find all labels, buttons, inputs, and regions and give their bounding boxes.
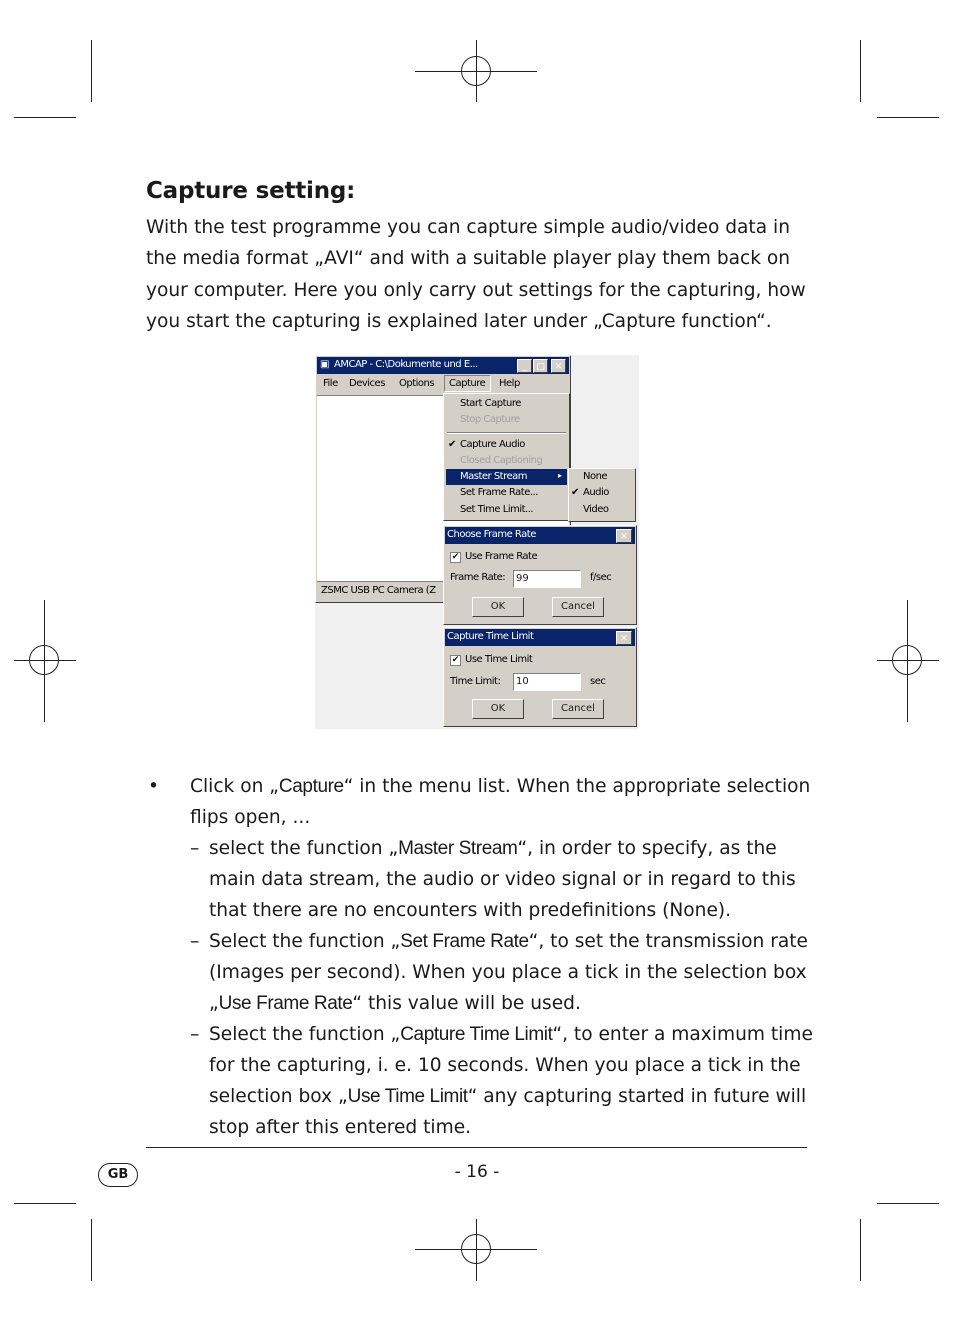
menu-options[interactable]: Options [399,378,435,389]
menu-capture[interactable]: Capture [449,378,486,389]
time-limit-label: Time Limit: [450,676,501,687]
window-title: AMCAP - C:\Dokumente und E... [334,359,478,370]
maximize-button[interactable]: □ [533,359,548,373]
keyword: Master Stream [398,838,518,859]
menu-help[interactable]: Help [499,378,520,389]
submenu-arrow-icon: ▸ [558,471,562,480]
submenu-audio[interactable]: Audio [583,487,609,498]
item-text: Select the function „ [209,1024,401,1045]
list-item [146,771,816,833]
amcap-titlebar [317,357,569,374]
time-limit-titlebar [445,629,635,646]
list-subitem [146,833,816,926]
item-text: select the function „ [209,838,399,859]
crop-mark [91,1219,92,1281]
keyword: Capture Time Limit [400,1024,553,1045]
language-badge: GB [98,1163,138,1187]
submenu-none[interactable]: None [583,471,608,482]
menu-separator [447,432,566,434]
crop-mark [877,117,939,118]
page-number: - 16 - [454,1162,500,1182]
dash-marker: – [190,1024,200,1045]
list-subitem [146,1019,816,1143]
menu-devices[interactable]: Devices [349,378,385,389]
frame-rate-unit: f/sec [590,572,612,583]
use-time-limit-checkbox[interactable]: ✔ [451,655,460,665]
bullet-marker: • [148,776,159,797]
status-text: ZSMC USB PC Camera (Z [321,585,436,596]
submenu-video[interactable]: Video [583,504,609,515]
instruction-list [146,771,816,1143]
menu-start-capture[interactable]: Start Capture [460,398,521,409]
minimize-button[interactable]: _ [517,359,532,373]
menu-capture-audio[interactable]: Capture Audio [460,439,525,450]
registration-mark [461,56,491,86]
menu-set-frame-rate[interactable]: Set Frame Rate... [460,487,538,498]
cancel-button[interactable]: Cancel [552,597,604,617]
dash-marker: – [190,838,200,859]
menu-closed-captioning: Closed Captioning [460,455,543,466]
menu-set-time-limit[interactable]: Set Time Limit... [460,504,534,515]
registration-mark [892,645,922,675]
time-limit-input[interactable]: 10 [513,673,581,691]
crop-mark [860,1219,861,1281]
check-icon: ✔ [448,439,456,450]
registration-mark [29,645,59,675]
ok-button[interactable]: OK [472,699,524,719]
app-icon: ▣ [320,359,329,370]
use-time-limit-label: Use Time Limit [465,654,533,665]
frame-rate-input[interactable]: 99 [513,570,581,588]
intro-paragraph: With the test programme you can capture simple audio/video data in the media format „AVI“ and with a suitable player play them back on your computer. Here you only carry out settings for the capturing, how you start the capturing is explained later under „Capture function“. [146,217,806,332]
item-text: “ any capturing started in future will stop after this entered time. [209,1086,807,1138]
keyword: Use Time Limit [347,1086,468,1107]
cancel-button[interactable]: Cancel [552,699,604,719]
ok-button[interactable]: OK [472,597,524,617]
crop-mark [860,40,861,102]
footer-rule [146,1147,807,1148]
time-limit-unit: sec [590,676,606,687]
use-frame-rate-label: Use Frame Rate [465,551,538,562]
crop-mark [91,40,92,102]
menu-master-stream[interactable]: Master Stream [460,471,528,482]
menu-stop-capture: Stop Capture [460,414,520,425]
item-text: Click on „ [190,776,279,797]
crop-mark [14,117,76,118]
item-text: “ this value will be used. [352,993,581,1014]
frame-rate-titlebar [445,527,635,544]
item-text: “, to set the transmission rate (Images per second). When you place a tick in the selection box „ [209,931,808,1014]
item-text: “, to enter a maximum time for the capturing, i. e. 10 seconds. When you place a tick in the selection box „ [209,1024,813,1107]
crop-mark [14,1203,76,1204]
keyword: Use Frame Rate [218,993,353,1014]
page-title: Capture setting: [146,178,356,204]
dash-marker: – [190,931,200,952]
close-button[interactable]: ✕ [551,359,566,373]
amcap-screenshot [315,355,639,729]
registration-mark [461,1234,491,1264]
item-text: “, in order to specify, as the main data stream, the audio or video signal or in regard to this that there are no encounters with predefinitions (None). [209,838,796,921]
item-text: Select the function „ [209,931,401,952]
list-subitem [146,926,816,1019]
menu-file[interactable]: File [323,378,338,389]
frame-rate-title: Choose Frame Rate [447,529,536,540]
time-limit-title: Capture Time Limit [447,631,534,642]
crop-mark [877,1203,939,1204]
keyword: Capture [278,776,344,797]
check-icon: ✔ [571,487,579,498]
frame-rate-label: Frame Rate: [450,572,506,583]
use-frame-rate-checkbox[interactable]: ✔ [451,552,460,562]
close-button[interactable]: ✕ [616,631,632,645]
close-button[interactable]: ✕ [616,529,632,543]
item-text: “ in the menu list. When the appropriate selection flips open, ... [190,776,811,828]
keyword: Set Frame Rate [400,931,529,952]
